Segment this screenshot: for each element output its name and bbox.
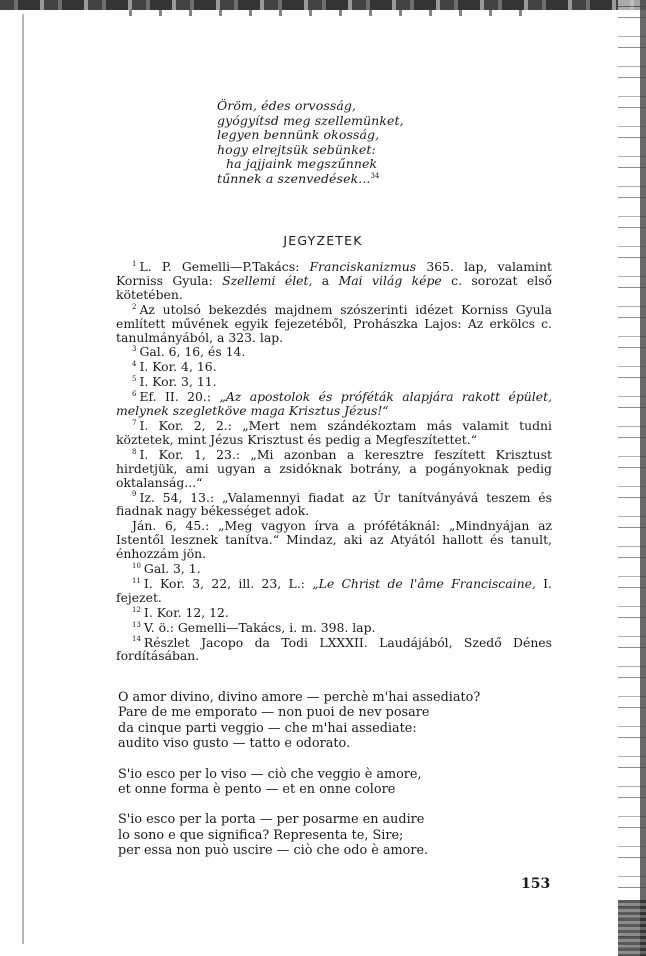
- verse-line: S'io esco per lo viso — ciò che veggio è amore,: [118, 766, 422, 782]
- footnote-text: I. fejezet.: [116, 575, 552, 605]
- footnote: [116, 577, 552, 605]
- footnote: [116, 303, 552, 345]
- verse-line: Pare de me emporato — non puoi de nev posare: [118, 705, 430, 721]
- poem-line: legyen bennünk okosság,: [217, 127, 380, 143]
- footnote: [116, 621, 552, 635]
- footnote-italic: Franciskanizmus: [309, 259, 417, 274]
- footnote-text: Részlet Jacopo da Todi LXXXII. Laudájából, Szedő Dénes fordításában.: [116, 634, 552, 664]
- footnote: [116, 260, 552, 302]
- footnote-text: Iz. 54, 13.: „Valamennyi fiadat az Úr tanítványává teszem és fiadnak nagy békességet adok.: [116, 489, 552, 519]
- stanza-gap: [118, 752, 538, 767]
- scan-left-margin-line: [22, 14, 24, 944]
- verse-line: et onne forma è pento — et en onne colore: [118, 782, 396, 798]
- footnote-text: Ján. 6, 45.: „Meg vagyon írva a prófétáknál: „Mindnyájan az Istentől lesznek tanítva.“ Mindaz, aki az Atyától hallott és tanult, énhozzám jön.: [116, 518, 552, 562]
- verse-line: da cinque parti veggio — che m'hai assediate:: [118, 720, 417, 736]
- footnote-number: 5: [132, 375, 137, 384]
- notes-heading: JEGYZETEK: [283, 233, 363, 248]
- footnote-number: 12: [132, 605, 141, 614]
- footnote-number: 10: [132, 561, 141, 570]
- footnote-number: 13: [132, 620, 141, 629]
- footnote-ref: 34: [370, 171, 380, 180]
- footnote: [116, 636, 552, 664]
- italian-laud-quote: [118, 690, 538, 859]
- poem-line-text: tűnnek a szenvedések...: [217, 170, 371, 186]
- poem-block: [217, 99, 457, 187]
- footnote: [116, 491, 552, 519]
- footnote-text: I. Kor. 12, 12.: [143, 604, 229, 620]
- scan-right-border: [640, 0, 646, 956]
- footnote: [116, 375, 552, 389]
- footnote-text: L. P. Gemelli—P.Takács:: [139, 259, 310, 274]
- footnote: [116, 606, 552, 620]
- notes-list: [116, 260, 552, 664]
- footnote-text: a: [312, 272, 339, 288]
- footnote-text: Gal. 6, 16, és 14.: [139, 344, 246, 360]
- footnote-number: 4: [132, 360, 137, 369]
- footnote-text: Gal. 3, 1.: [143, 561, 201, 577]
- scan-right-bottom-noise: [618, 900, 646, 956]
- page-number: 153: [521, 876, 551, 892]
- footnote-text: I. Kor. 1, 23.: „Mi azonban a keresztre feszített Krisztust hirdetjük, ami ugyan a zsidóknak botrány, a pogányoknak pedig oktalanság...“: [116, 446, 552, 490]
- poem-line: hogy elrejtsük sebünket:: [217, 141, 376, 157]
- footnote-number: 11: [132, 576, 141, 585]
- verse-line: O amor divino, divino amore — perchè m'hai assediato?: [118, 690, 481, 705]
- footnote-text: Az utolsó bekezdés majdnem szószerinti idézet Korniss Gyula említett művének egyik fejezetéből, Prohászka Lajos: Az erkölcs c. tanulmányából, a 323. lap.: [116, 301, 552, 345]
- poem-line: Öröm, édes orvosság,: [217, 98, 357, 113]
- footnote: [116, 562, 552, 576]
- scan-top-edge: [0, 0, 646, 10]
- footnote-text: I. Kor. 2, 2.: „Mert nem szándékoztam más valamit tudni köztetek, mint Jézus Krisztust és pedig a Megfeszítettet.“: [116, 417, 552, 447]
- poem-line-last: [217, 172, 457, 187]
- footnote-text: I. Kor. 3, 11.: [139, 374, 217, 390]
- footnote-text: Ef. II. 20.:: [139, 389, 220, 405]
- footnote-number: 2: [132, 302, 137, 311]
- scan-top-noise: [120, 10, 540, 16]
- footnote: [116, 419, 552, 447]
- footnote-italic: Szellemi élet,: [222, 272, 313, 288]
- verse-line: S'io esco per la porta — per posarme en audire: [118, 812, 425, 828]
- verse-line: audito viso gusto — tatto e odorato.: [118, 736, 351, 752]
- footnote: [116, 519, 552, 561]
- footnote-number: 1: [132, 259, 137, 268]
- verse-line: per essa non può uscire — ciò che odo è amore.: [118, 843, 429, 859]
- footnote-number: 7: [132, 418, 137, 427]
- footnote: [116, 390, 552, 418]
- footnote-italic: Mai világ képe: [338, 272, 442, 288]
- stanza-gap: [118, 797, 538, 812]
- footnote: [116, 345, 552, 359]
- poem-line: ha jajjaink megszűnnek: [226, 156, 378, 172]
- footnote-italic: „Az apostolok és próféták alapjára rakott épület, melynek szegletköve maga Krisztus Jézus!“: [116, 389, 552, 419]
- footnote-number: 9: [132, 490, 137, 499]
- footnote-text: I. Kor. 4, 16.: [139, 359, 217, 375]
- footnote-italic: „Le Christ de l'âme Franciscaine,: [312, 575, 536, 591]
- footnote: [116, 448, 552, 490]
- footnote-number: 8: [132, 447, 137, 456]
- footnote-text: V. ö.: Gemelli—Takács, i. m. 398. lap.: [143, 619, 376, 635]
- footnote-number: 6: [132, 390, 137, 399]
- verse-line: lo sono e que significa? Representa te, Sire;: [118, 827, 404, 843]
- footnote-text: c. sorozat első kötetében.: [116, 272, 553, 302]
- poem-line: gyógyítsd meg szellemünket,: [217, 112, 404, 128]
- footnote-number: 14: [132, 635, 141, 644]
- footnote-number: 3: [132, 345, 137, 354]
- footnote-text: I. Kor. 3, 22, ill. 23, L.:: [143, 575, 313, 591]
- footnote: [116, 360, 552, 374]
- footnote-text: 365. lap, valamint Korniss Gyula:: [116, 259, 552, 288]
